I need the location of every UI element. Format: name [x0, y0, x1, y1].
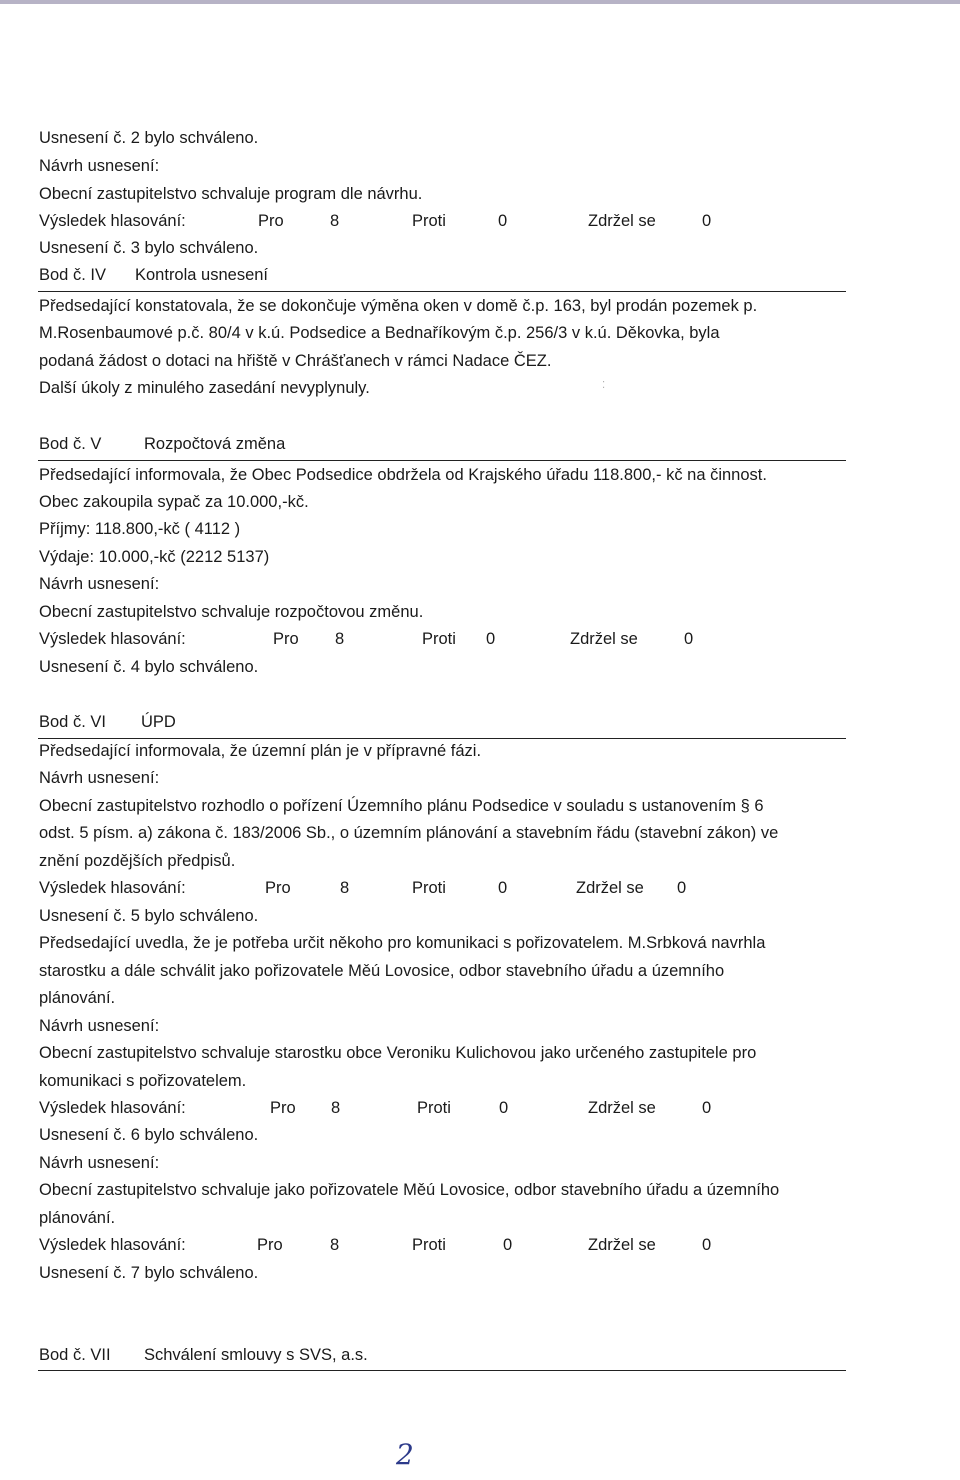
item-label: Bod č. V — [39, 435, 102, 453]
proposal-label: Návrh usnesení: — [39, 1017, 160, 1035]
vote-pro-label: Pro — [265, 879, 291, 897]
vote-pro-count: 8 — [330, 212, 340, 230]
vote-proti-label: Proti — [422, 630, 456, 648]
vote-proti-count: 0 — [486, 630, 496, 648]
body-text: Předsedající informovala, že územní plán je v přípravné fázi. — [39, 742, 482, 760]
resolution-text: Usnesení č. 2 bylo schváleno. — [39, 129, 259, 147]
vote-zdrzel-label: Zdržel se — [588, 1099, 656, 1117]
vote-zdrzel-count: 0 — [677, 879, 687, 897]
item-title: ÚPD — [141, 713, 176, 731]
resolution-text: Usnesení č. 7 bylo schváleno. — [39, 1264, 259, 1282]
page-number: 2 — [396, 1438, 414, 1471]
vote-zdrzel-label: Zdržel se — [588, 212, 656, 230]
vote-pro-label: Pro — [257, 1236, 283, 1254]
proposal-text: odst. 5 písm. a) zákona č. 183/2006 Sb., o územním plánování a stavebním řádu (stavební zákon) ve — [39, 824, 779, 842]
vote-proti-count: 0 — [503, 1236, 513, 1254]
vote-label: Výsledek hlasování: — [39, 879, 186, 897]
vote-proti-label: Proti — [417, 1099, 451, 1117]
proposal-text: Obecní zastupitelstvo schvaluje program dle návrhu. — [39, 185, 423, 203]
body-text: Předsedající informovala, že Obec Podsedice obdržela od Krajského úřadu 118.800,- kč na činnost. — [39, 466, 767, 484]
vote-pro-label: Pro — [258, 212, 284, 230]
vote-label: Výsledek hlasování: — [39, 212, 186, 230]
resolution-text: Usnesení č. 3 bylo schváleno. — [39, 239, 259, 257]
vote-pro-count: 8 — [330, 1236, 340, 1254]
vote-proti-label: Proti — [412, 212, 446, 230]
vote-label: Výsledek hlasování: — [39, 630, 186, 648]
resolution-text: Usnesení č. 4 bylo schváleno. — [39, 658, 259, 676]
proposal-text: Obecní zastupitelstvo rozhodlo o pořízení Územního plánu Podsedice v souladu s ustanovením § 6 — [39, 797, 764, 815]
body-text: Předsedající konstatovala, že se dokončuje výměna oken v domě č.p. 163, byl prodán pozemek p. — [39, 297, 758, 315]
income-line: Příjmy: 118.800,-kč ( 4112 ) — [39, 520, 241, 538]
item-label: Bod č. VI — [39, 713, 106, 731]
resolution-text: Usnesení č. 5 bylo schváleno. — [39, 907, 259, 925]
proposal-label: Návrh usnesení: — [39, 575, 160, 593]
vote-proti-label: Proti — [412, 879, 446, 897]
proposal-label: Návrh usnesení: — [39, 769, 160, 787]
proposal-text: Obecní zastupitelstvo schvaluje jako pořizovatele Měú Lovosice, odbor stavebního úřadu a územního — [39, 1181, 780, 1199]
body-text: M.Rosenbaumové p.č. 80/4 v k.ú. Podsedice a Bednaříkovým č.p. 256/3 v k.ú. Děkovka, byla — [39, 324, 720, 342]
body-text: plánování. — [39, 989, 116, 1007]
proposal-label: Návrh usnesení: — [39, 157, 160, 175]
vote-zdrzel-label: Zdržel se — [576, 879, 644, 897]
proposal-text: Obecní zastupitelstvo schvaluje starostku obce Veroniku Kulichovou jako určeného zastupitele pro — [39, 1044, 757, 1062]
proposal-text: Obecní zastupitelstvo schvaluje rozpočtovou změnu. — [39, 603, 424, 621]
scan-speck: ⁚ — [602, 380, 606, 391]
vote-zdrzel-count: 0 — [684, 630, 694, 648]
vote-proti-count: 0 — [498, 212, 508, 230]
item-label: Bod č. VII — [39, 1346, 111, 1364]
section-rule — [38, 738, 846, 739]
vote-zdrzel-count: 0 — [702, 212, 712, 230]
proposal-label: Návrh usnesení: — [39, 1154, 160, 1172]
vote-zdrzel-label: Zdržel se — [570, 630, 638, 648]
vote-pro-count: 8 — [335, 630, 345, 648]
section-rule — [38, 1370, 846, 1371]
body-text: starostku a dále schválit jako pořizovatele Měú Lovosice, odbor stavebního úřadu a územního — [39, 962, 725, 980]
vote-pro-count: 8 — [340, 879, 350, 897]
body-text: podaná žádost o dotaci na hřiště v Chrášťanech v rámci Nadace ČEZ. — [39, 352, 552, 370]
vote-label: Výsledek hlasování: — [39, 1099, 186, 1117]
section-rule — [38, 291, 846, 292]
body-text: Další úkoly z minulého zasedání nevyplynuly. — [39, 379, 370, 397]
resolution-text: Usnesení č. 6 bylo schváleno. — [39, 1126, 259, 1144]
item-title: Rozpočtová změna — [144, 435, 286, 453]
item-title: Schválení smlouvy s SVS, a.s. — [144, 1346, 368, 1364]
vote-pro-label: Pro — [270, 1099, 296, 1117]
vote-proti-count: 0 — [498, 879, 508, 897]
proposal-text: komunikaci s pořizovatelem. — [39, 1072, 247, 1090]
body-text: Předsedající uvedla, že je potřeba určit někoho pro komunikaci s pořizovatelem. M.Srbková navrhla — [39, 934, 766, 952]
proposal-text: znění pozdějších předpisů. — [39, 852, 236, 870]
expense-line: Výdaje: 10.000,-kč (2212 5137) — [39, 548, 270, 566]
body-text: Obec zakoupila sypač za 10.000,-kč. — [39, 493, 309, 511]
vote-proti-count: 0 — [499, 1099, 509, 1117]
vote-zdrzel-count: 0 — [702, 1236, 712, 1254]
vote-proti-label: Proti — [412, 1236, 446, 1254]
item-label: Bod č. IV — [39, 266, 106, 284]
proposal-text: plánování. — [39, 1209, 116, 1227]
vote-zdrzel-count: 0 — [702, 1099, 712, 1117]
vote-label: Výsledek hlasování: — [39, 1236, 186, 1254]
scan-border — [0, 0, 960, 4]
vote-pro-count: 8 — [331, 1099, 341, 1117]
vote-pro-label: Pro — [273, 630, 299, 648]
item-title: Kontrola usnesení — [135, 266, 269, 284]
vote-zdrzel-label: Zdržel se — [588, 1236, 656, 1254]
section-rule — [38, 460, 846, 461]
